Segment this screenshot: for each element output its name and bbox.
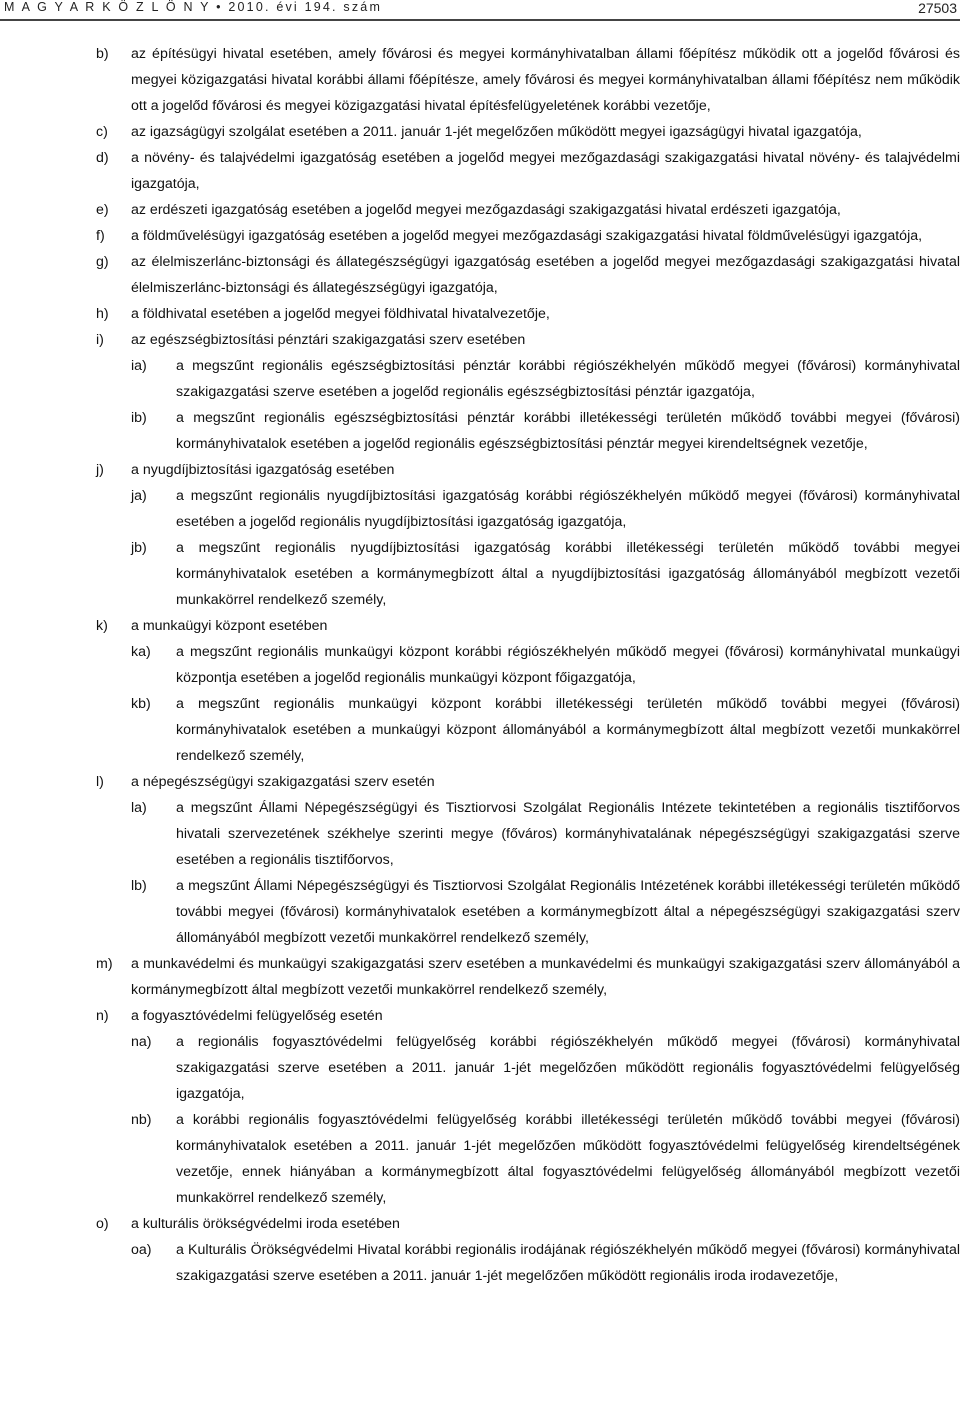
sub-item-label: ia) xyxy=(131,358,147,374)
sub-item-label: jb) xyxy=(131,540,147,556)
list-item xyxy=(0,197,960,223)
sub-item-label: kb) xyxy=(131,696,151,712)
list-item xyxy=(0,223,960,249)
item-label: f) xyxy=(96,228,105,244)
item-label: b) xyxy=(96,46,109,62)
item-label: o) xyxy=(96,1216,109,1232)
sub-item-label: ja) xyxy=(131,488,147,504)
sub-item-label: ka) xyxy=(131,644,151,660)
sub-item-text: a regionális fogyasztóvédelmi felügyelőség korábbi régiószékhelyén működő megyei (fővárosi) kormányhivatal szakigazgatási szerve esetében a 2011. január 1-jét megelőzően működött regionális fogyasztóvédelmi felügyelőség igazgatója, xyxy=(176,1034,960,1102)
sub-item-text: a megszűnt regionális munkaügyi központ korábbi régiószékhelyén működő megyei (fővárosi) kormányhivatal munkaügyi központja esetében a jogelőd regionális munkaügyi központ főigazgatója, xyxy=(176,644,960,686)
item-label: d) xyxy=(96,150,109,166)
item-text: az igazságügyi szolgálat esetében a 2011. január 1-jét megelőzően működött megyei igazságügyi hivatal igazgatója, xyxy=(131,124,862,140)
sub-item-text: a megszűnt regionális munkaügyi központ korábbi illetékességi területén működő további megyei (fővárosi) kormányhivatalok esetében a munkaügyi központ állományából a kormánymegbízott által megbízott vezetői munkakörrel rendelkező személy, xyxy=(176,696,960,764)
item-label: h) xyxy=(96,306,109,322)
sub-list-item xyxy=(0,795,960,873)
item-label: n) xyxy=(96,1008,109,1024)
item-label: g) xyxy=(96,254,109,270)
sub-item-label: nb) xyxy=(131,1112,152,1128)
list-item xyxy=(0,145,960,197)
item-text: az egészségbiztosítási pénztári szakigazgatási szerv esetében xyxy=(131,332,526,348)
sub-list-item xyxy=(0,691,960,769)
sub-item-label: oa) xyxy=(131,1242,152,1258)
item-text: a földművelésügyi igazgatóság esetében a jogelőd megyei mezőgazdasági szakigazgatási hivatal földművelésügyi igazgatója, xyxy=(131,228,923,244)
item-label: l) xyxy=(96,774,104,790)
item-label: e) xyxy=(96,202,109,218)
item-text: az erdészeti igazgatóság esetében a jogelőd megyei mezőgazdasági szakigazgatási hivatal erdészeti igazgatója, xyxy=(131,202,841,218)
list-item xyxy=(0,1003,960,1029)
list-item xyxy=(0,119,960,145)
sub-list-item xyxy=(0,353,960,405)
item-text: az élelmiszerlánc-biztonsági és állategészségügyi igazgatóság esetében a jogelőd megyei mezőgazdasági szakigazgatási hivatal élelmiszerlánc-biztonsági és állategészségügyi igazgatója, xyxy=(131,254,960,296)
sub-list-item xyxy=(0,639,960,691)
list-item xyxy=(0,1211,960,1237)
list-item xyxy=(0,457,960,483)
sub-list-item xyxy=(0,1237,960,1289)
item-label: k) xyxy=(96,618,108,634)
sub-list-item xyxy=(0,1029,960,1107)
header-rule xyxy=(0,19,960,21)
sub-item-label: na) xyxy=(131,1034,152,1050)
sub-list-item xyxy=(0,535,960,613)
item-label: m) xyxy=(96,956,113,972)
item-text: az építésügyi hivatal esetében, amely fővárosi és megyei kormányhivatalban állami főépítész működik ott a jogelőd fővárosi és megyei közigazgatási hivatal korábbi állami főépítésze, amely fővárosi és megyei kormányhivatalban állami főépítész nem működik ott a jogelőd fővárosi és megyei közigazgatási hivatal építésfelügyeletének korábbi vezetője, xyxy=(131,46,960,114)
item-text: a nyugdíjbiztosítási igazgatóság esetében xyxy=(131,462,395,478)
sub-item-text: a megszűnt regionális egészségbiztosítási pénztár korábbi régiószékhelyén működő megyei (fővárosi) kormányhivatal szakigazgatási szerve esetében a jogelőd regionális egészségbiztosítási pénztár igazgatója, xyxy=(176,358,960,400)
item-label: j) xyxy=(96,462,104,478)
list-item xyxy=(0,327,960,353)
item-label: i) xyxy=(96,332,104,348)
sub-item-text: a megszűnt Állami Népegészségügyi és Tisztiorvosi Szolgálat Regionális Intézete tekintetében a regionális tisztifőorvos hivatali szervezetének székhelye szerinti megye (főváros) kormányhivatalának népegészségügyi szakigazgatási szerve esetében a regionális tisztifőorvos, xyxy=(176,800,960,868)
sub-item-text: a korábbi regionális fogyasztóvédelmi felügyelőség korábbi illetékességi területén működő további megyei (fővárosi) kormányhivatalok esetében a 2011. január 1-jét megelőzően működött fogyasztóvédelmi felügyelőség kirendeltségének vezetője, ennek hiányában a kormánymegbízott által fogyasztóvédelmi felügyelőség állományából megbízott vezetői munkakörrel rendelkező személy, xyxy=(176,1112,960,1206)
page-number: 27503 xyxy=(918,0,957,16)
sub-list-item xyxy=(0,1107,960,1211)
item-text: a növény- és talajvédelmi igazgatóság esetében a jogelőd megyei mezőgazdasági szakigazgatási hivatal növény- és talajvédelmi igazgatója, xyxy=(131,150,960,192)
sub-item-label: ib) xyxy=(131,410,147,426)
item-text: a munkaügyi központ esetében xyxy=(131,618,328,634)
sub-list-item xyxy=(0,405,960,457)
sub-item-text: a megszűnt regionális nyugdíjbiztosítási igazgatóság korábbi illetékességi területén működő további megyei kormányhivatalok esetében a kormánymegbízott által a nyugdíjbiztosítási igazgatóság állományából megbízott vezetői munkakörrel rendelkező személy, xyxy=(176,540,960,608)
item-text: a földhivatal esetében a jogelőd megyei földhivatal hivatalvezetője, xyxy=(131,306,550,322)
sub-item-label: lb) xyxy=(131,878,147,894)
item-text: a munkavédelmi és munkaügyi szakigazgatási szerv esetében a munkavédelmi és munkaügyi szakigazgatási szerv állományából a kormánymegbízott által megbízott vezetői munkakörrel rendelkező személy, xyxy=(131,956,960,998)
item-text: a fogyasztóvédelmi felügyelőség esetén xyxy=(131,1008,383,1024)
running-title: M A G Y A R K Ö Z L Ö N Y • 2010. évi 194. szám xyxy=(4,0,383,14)
page-header xyxy=(0,0,960,19)
document-body xyxy=(0,41,960,1289)
list-item xyxy=(0,301,960,327)
list-item xyxy=(0,249,960,301)
list-item xyxy=(0,769,960,795)
sub-item-text: a megszűnt regionális nyugdíjbiztosítási igazgatóság korábbi régiószékhelyén működő megyei (fővárosi) kormányhivatal esetében a jogelőd regionális nyugdíjbiztosítási igazgatóság igazgatója, xyxy=(176,488,960,530)
item-label: c) xyxy=(96,124,108,140)
list-item xyxy=(0,951,960,1003)
item-text: a kulturális örökségvédelmi iroda esetében xyxy=(131,1216,400,1232)
item-text: a népegészségügyi szakigazgatási szerv esetén xyxy=(131,774,435,790)
sub-item-text: a Kulturális Örökségvédelmi Hivatal korábbi regionális irodájának régiószékhelyén működő megyei (fővárosi) kormányhivatal szakigazgatási szerve esetében a 2011. január 1-jét megelőzően működött regionális iroda irodavezetője, xyxy=(176,1242,960,1284)
sub-item-text: a megszűnt regionális egészségbiztosítási pénztár korábbi illetékességi területén működő további megyei (fővárosi) kormányhivatalok esetében a jogelőd regionális egészségbiztosítási pénztár megyei kirendeltségnek vezetője, xyxy=(176,410,960,452)
sub-list-item xyxy=(0,483,960,535)
list-item xyxy=(0,41,960,119)
sub-item-text: a megszűnt Állami Népegészségügyi és Tisztiorvosi Szolgálat Regionális Intézetének korábbi illetékességi területén működő további megyei (fővárosi) kormányhivatalok esetében a kormánymegbízott által a népegészségügyi szakigazgatási szerv állományából megbízott vezetői munkakörrel rendelkező személy, xyxy=(176,878,960,946)
sub-list-item xyxy=(0,873,960,951)
sub-item-label: la) xyxy=(131,800,147,816)
list-item xyxy=(0,613,960,639)
